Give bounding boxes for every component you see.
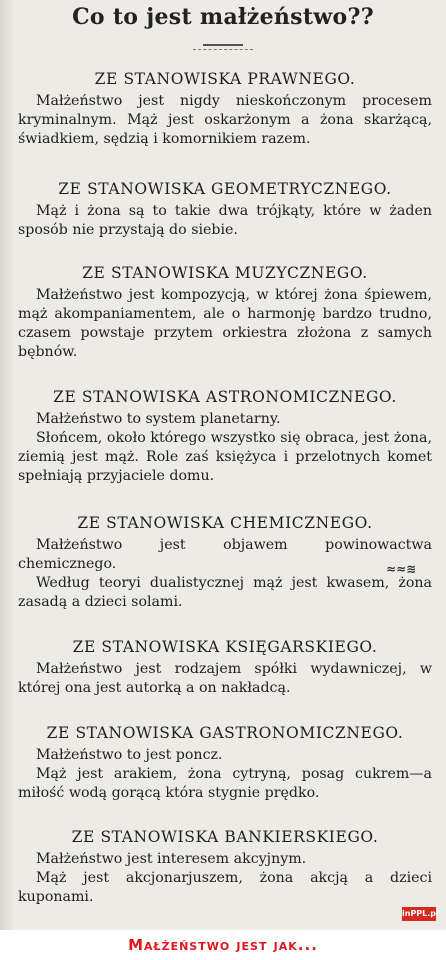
section-paragraph: Małżeństwo jest rodzajem spółki wydawniczej, w której ona jest autorką a on nakładcą. — [18, 661, 432, 696]
section-paragraph: Małżeństwo to system planetarny. — [36, 411, 281, 427]
section-heading: ZE STANOWISKA GASTRONOMICZNEGO. — [46, 724, 404, 742]
title-divider — [203, 44, 243, 46]
section-banking — [18, 828, 432, 907]
ink-smudge: ≈≈≋ — [386, 562, 417, 576]
section-paragraph: Małżeństwo jest nigdy nieskończonym procesem kryminalnym. Mąż jest oskarżonym a żona skarżącą, świadkiem, sędzią i komornikiem razem. — [18, 93, 432, 147]
page-edge-shadow — [0, 0, 14, 930]
title-divider-dots — [193, 49, 253, 50]
section-heading: ZE STANOWISKA KSIĘGARSKIEGO. — [72, 638, 378, 656]
section-legal — [18, 70, 432, 149]
section-paragraph: Mąż jest arakiem, żona cytryną, posag cukrem—a miłość wodą gorącą która stygnie prędko. — [18, 766, 432, 801]
section-chemical — [18, 514, 432, 612]
section-heading: ZE STANOWISKA PRAWNEGO. — [94, 70, 356, 88]
section-astronomical — [18, 388, 432, 486]
section-paragraph: Mąż jest akcjonarjuszem, żona akcją a dzieci kuponami. — [18, 870, 432, 905]
section-heading: ZE STANOWISKA BANKIERSKIEGO. — [71, 828, 379, 846]
section-paragraph: Małżeństwo to jest poncz. — [36, 747, 223, 763]
section-paragraph: Małżeństwo jest interesem akcyjnym. — [36, 851, 307, 867]
section-geometric — [18, 180, 432, 240]
section-paragraph: Słońcem, około którego wszystko się obraca, jest żona, ziemią jest mąż. Role zaś księżyca i przelotnych komet spełniają przyjaciele domu. — [18, 430, 432, 484]
section-paragraph: Małżeństwo jest kompozycją, w której żona śpiewem, mąż akompaniamentem, ale o harmonję bardzo trudno, czasem powstaje przytem orkiestra złożona z samych bębnów. — [18, 287, 432, 360]
section-heading: ZE STANOWISKA ASTRONOMICZNEGO. — [53, 388, 397, 406]
section-publishing — [18, 638, 432, 698]
site-watermark-logo: inPPL.pl — [402, 907, 436, 921]
caption: Małżeństwo jest jak... — [128, 936, 318, 954]
section-heading: ZE STANOWISKA MUZYCZNEGO. — [82, 264, 368, 282]
article-title: Co to jest małżeństwo?? — [72, 4, 374, 30]
section-heading: ZE STANOWISKA CHEMICZNEGO. — [77, 514, 373, 532]
section-musical — [18, 264, 432, 362]
section-paragraph: Mąż i żona są to takie dwa trójkąty, które w żaden sposób nie przystają do siebie. — [18, 203, 432, 238]
section-paragraph: Według teoryi dualistycznej mąż jest kwasem, żona zasadą a dzieci solami. — [18, 575, 432, 610]
section-gastronomic — [18, 724, 432, 803]
section-heading: ZE STANOWISKA GEOMETRYCZNEGO. — [58, 180, 392, 198]
section-paragraph: Małżeństwo jest objawem powinowactwa chemicznego. — [18, 537, 432, 572]
